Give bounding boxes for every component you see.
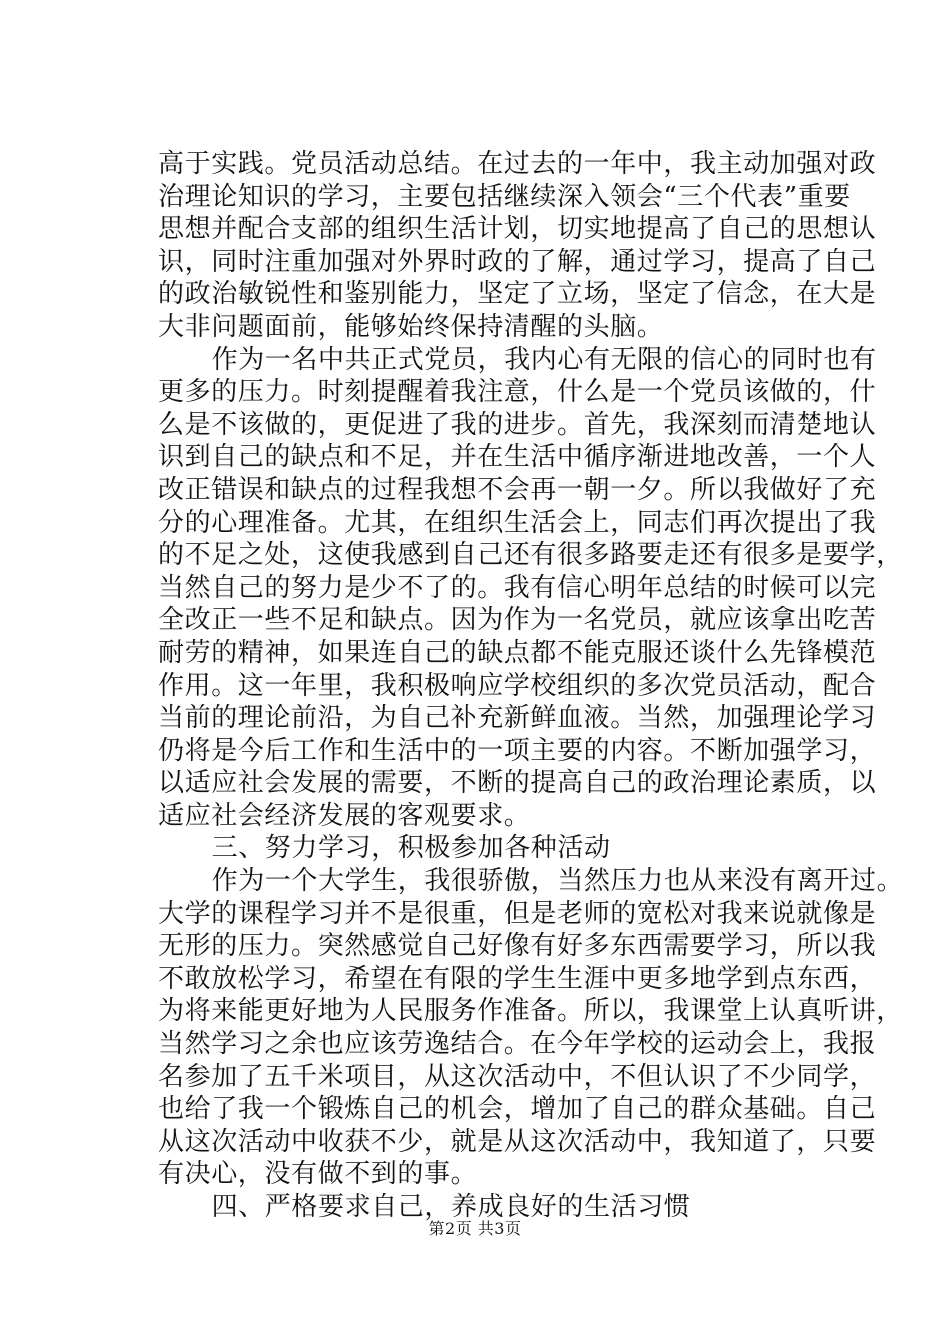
section-heading: 三、努力学习，积极参加各种活动 [185,833,611,864]
paragraph-start-line: 作为一名中共正式党员，我内心有无限的信心的同时也有 [185,344,877,375]
page-number-footer: 第2页 共3页 [428,1219,522,1238]
text-line: 更多的压力。时刻提醒着我注意，什么是一个党员该做的，什 [158,377,877,408]
text-line: 当然自己的努力是少不了的。我有信心明年总结的时候可以完 [158,572,877,603]
text-line: 从这次活动中收获不少，就是从这次活动中，我知道了，只要 [158,1126,877,1157]
document-body [158,148,904,1224]
text-line: 耐劳的精神，如果连自己的缺点都不能克服还谈什么先锋模范 [158,637,877,668]
text-line: 适应社会经济发展的客观要求。 [158,800,531,831]
text-line: 大学的课程学习并不是很重，但是老师的宽松对我来说就像是 [158,898,877,929]
text-line: 有决心，没有做不到的事。 [158,1159,478,1190]
text-line: 治理论知识的学习，主要包括继续深入领会“三个代表”重要 [158,181,851,212]
text-line: 高于实践。党员活动总结。在过去的一年中，我主动加强对政 [158,149,877,179]
section-heading: 四、严格要求自己，养成良好的生活习惯 [185,1192,691,1222]
text-line: 当然学习之余也应该劳逸结合。在今年学校的运动会上，我报 [158,1029,877,1060]
text-line: 仍将是今后工作和生活中的一项主要的内容。不断加强学习， [158,735,877,766]
text-line: 全改正一些不足和缺点。因为作为一名党员，就应该拿出吃苦 [158,605,877,636]
text-line: 为将来能更好地为人民服务作准备。所以，我课堂上认真听讲， [158,996,903,1027]
text-line: 作用。这一年里，我积极响应学校组织的多次党员活动，配合 [158,670,877,701]
text-line: 么是不该做的，更促进了我的进步。首先，我深刻而清楚地认 [158,409,877,440]
text-line: 识到自己的缺点和不足，并在生活中循序渐进地改善，一个人 [158,442,877,473]
text-line: 也给了我一个锻炼自己的机会，增加了自己的群众基础。自己 [158,1094,877,1125]
text-line: 名参加了五千米项目，从这次活动中，不但认识了不少同学， [158,1061,877,1092]
text-line: 的政治敏锐性和鉴别能力，坚定了立场，坚定了信念，在大是 [158,279,877,310]
text-line: 的不足之处，这使我感到自己还有很多路要走还有很多是要学， [158,540,903,571]
text-line: 当前的理论前沿，为自己补充新鲜血液。当然，加强理论学习 [158,703,877,734]
text-line: 改正错误和缺点的过程我想不会再一朝一夕。所以我做好了充 [158,474,877,505]
paragraph-start-line: 作为一个大学生，我很骄傲，当然压力也从来没有离开过。 [185,866,904,897]
text-line: 无形的压力。突然感觉自己好像有好多东西需要学习，所以我 [158,931,877,962]
text-line: 思想并配合支部的组织生活计划，切实地提高了自己的思想认 [158,214,877,245]
text-line: 大非问题面前，能够始终保持清醒的头脑。 [158,311,664,342]
text-line: 识，同时注重加强对外界时政的了解，通过学习，提高了自己 [158,246,877,277]
text-line: 以适应社会发展的需要，不断的提高自己的政治理论素质，以 [158,768,877,799]
text-line: 分的心理准备。尤其，在组织生活会上，同志们再次提出了我 [158,507,877,538]
text-line: 不敢放松学习，希望在有限的学生生涯中更多地学到点东西， [158,963,877,994]
